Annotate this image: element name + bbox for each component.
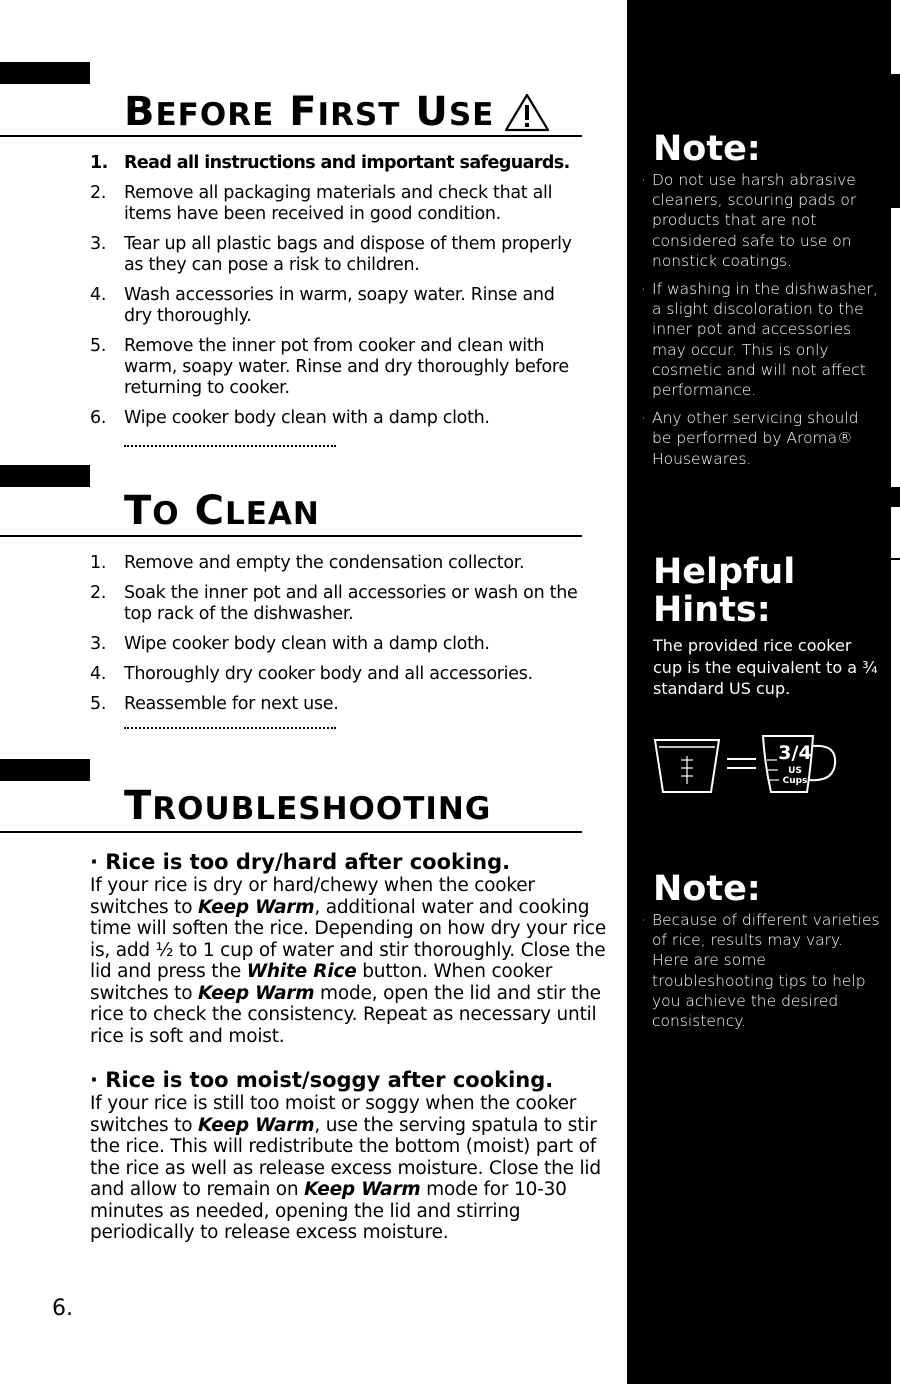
cup-fraction-label: 3/4: [778, 742, 812, 764]
troubleshooting-item-dry: [90, 849, 615, 1047]
list-item: 4. Thoroughly dry cooker body and all accessories.: [90, 664, 533, 684]
dotted-separator: [124, 727, 336, 729]
troubleshooting-text: If your rice is dry or hard/chewy when the cooker switches to Keep Warm, additional water and cooking time will soften the rice. Depending on how dry your rice is, add ½ to 1 cup of water and stir thoroughly. Close the lid and press the White Rice button. When cooker switches to Keep Warm mode, open the lid and stir the rice to check the consistency. Repeat as necessary until rice is soft and moist.: [90, 875, 607, 1047]
troubleshooting-heading: · Rice is too moist/soggy after cooking.: [90, 1068, 554, 1092]
section-tab-marker: [0, 465, 90, 487]
troubleshooting-item-moist: [90, 1067, 615, 1244]
section-tab-marker: [0, 62, 90, 84]
note-list: [641, 170, 881, 477]
list-item: 2. Soak the inner pot and all accessories or wash on the top rack of the dishwasher.: [90, 583, 578, 624]
list-item: 3. Wipe cooker body clean with a damp cloth.: [90, 634, 490, 654]
list-item: · Any other servicing should be performed by Aroma® Housewares.: [641, 409, 859, 468]
troubleshooting-title: TROUBLESHOOTING: [124, 783, 492, 829]
measuring-cup-icon: [763, 736, 835, 792]
sidebar: [627, 0, 891, 1384]
before-first-use-title: BEFORE FIRST USE: [124, 92, 550, 139]
cup-equivalence-svg: [653, 732, 843, 798]
page-number: 6.: [52, 1296, 73, 1321]
list-item: 1. Read all instructions and important safeguards.: [90, 153, 570, 173]
list-item: 2. Remove all packaging materials and check that all items have been received in good condition.: [90, 183, 553, 224]
section-divider: [0, 135, 582, 137]
to-clean-title: TO CLEAN: [124, 488, 320, 534]
dotted-separator: [124, 445, 336, 447]
note-title: Note:: [653, 869, 761, 909]
note-title: Note:: [653, 129, 761, 169]
rice-cooker-cup-icon: [655, 740, 719, 792]
section-divider: [0, 831, 582, 833]
note-list: [641, 910, 881, 1039]
edge-tab-marker: [891, 487, 900, 507]
list-item: 5. Reassemble for next use.: [90, 694, 339, 714]
equals-sign: [727, 759, 756, 768]
troubleshooting-text: If your rice is still too moist or soggy when the cooker switches to Keep Warm, use the serving spatula to stir the rice. This will redistribute the bottom (moist) part of the rice as well as release excess moisture. Close the lid and allow to remain on Keep Warm mode for 10-30 minutes as needed, opening the lid and stirring periodically to release excess moisture.: [90, 1093, 601, 1243]
to-clean-list: [90, 553, 580, 724]
edge-line: [891, 558, 900, 560]
list-item: 5. Remove the inner pot from cooker and clean with warm, soapy water. Rinse and dry thoroughly before returning to cooker.: [90, 336, 569, 398]
list-item: · Do not use harsh abrasive cleaners, scouring pads or products that are not considered safe to use on nonstick coatings.: [641, 171, 857, 270]
cup-unit-label: Cups: [782, 776, 808, 786]
list-item: · Because of different varieties of rice, results may vary. Here are some troubleshooting tips to help you achieve the desired consistency.: [641, 911, 880, 1031]
list-item: 3. Tear up all plastic bags and dispose of them properly as they can pose a risk to children.: [90, 234, 572, 275]
before-first-use-list: [90, 153, 580, 438]
list-item: 4. Wash accessories in warm, soapy water. Rinse and dry thoroughly.: [90, 285, 555, 326]
cup-unit-label: US: [788, 766, 802, 776]
warning-triangle-icon: [504, 92, 550, 139]
troubleshooting-heading: · Rice is too dry/hard after cooking.: [90, 850, 511, 874]
edge-tab-marker: [891, 74, 900, 208]
cup-equivalence-graphic: [653, 732, 843, 802]
helpful-hints-title: Helpful Hints:: [653, 552, 796, 630]
list-item: 1. Remove and empty the condensation collector.: [90, 553, 525, 573]
section-tab-marker: [0, 759, 90, 781]
section-divider: [0, 535, 582, 537]
list-item: · If washing in the dishwasher, a slight discoloration to the inner pot and accessories may occur. This is only cosmetic and will not affect performance.: [641, 280, 878, 400]
list-item: 6. Wipe cooker body clean with a damp cloth.: [90, 408, 490, 428]
helpful-hints-text: The provided rice cooker cup is the equivalent to a ¾ standard US cup.: [653, 636, 878, 698]
